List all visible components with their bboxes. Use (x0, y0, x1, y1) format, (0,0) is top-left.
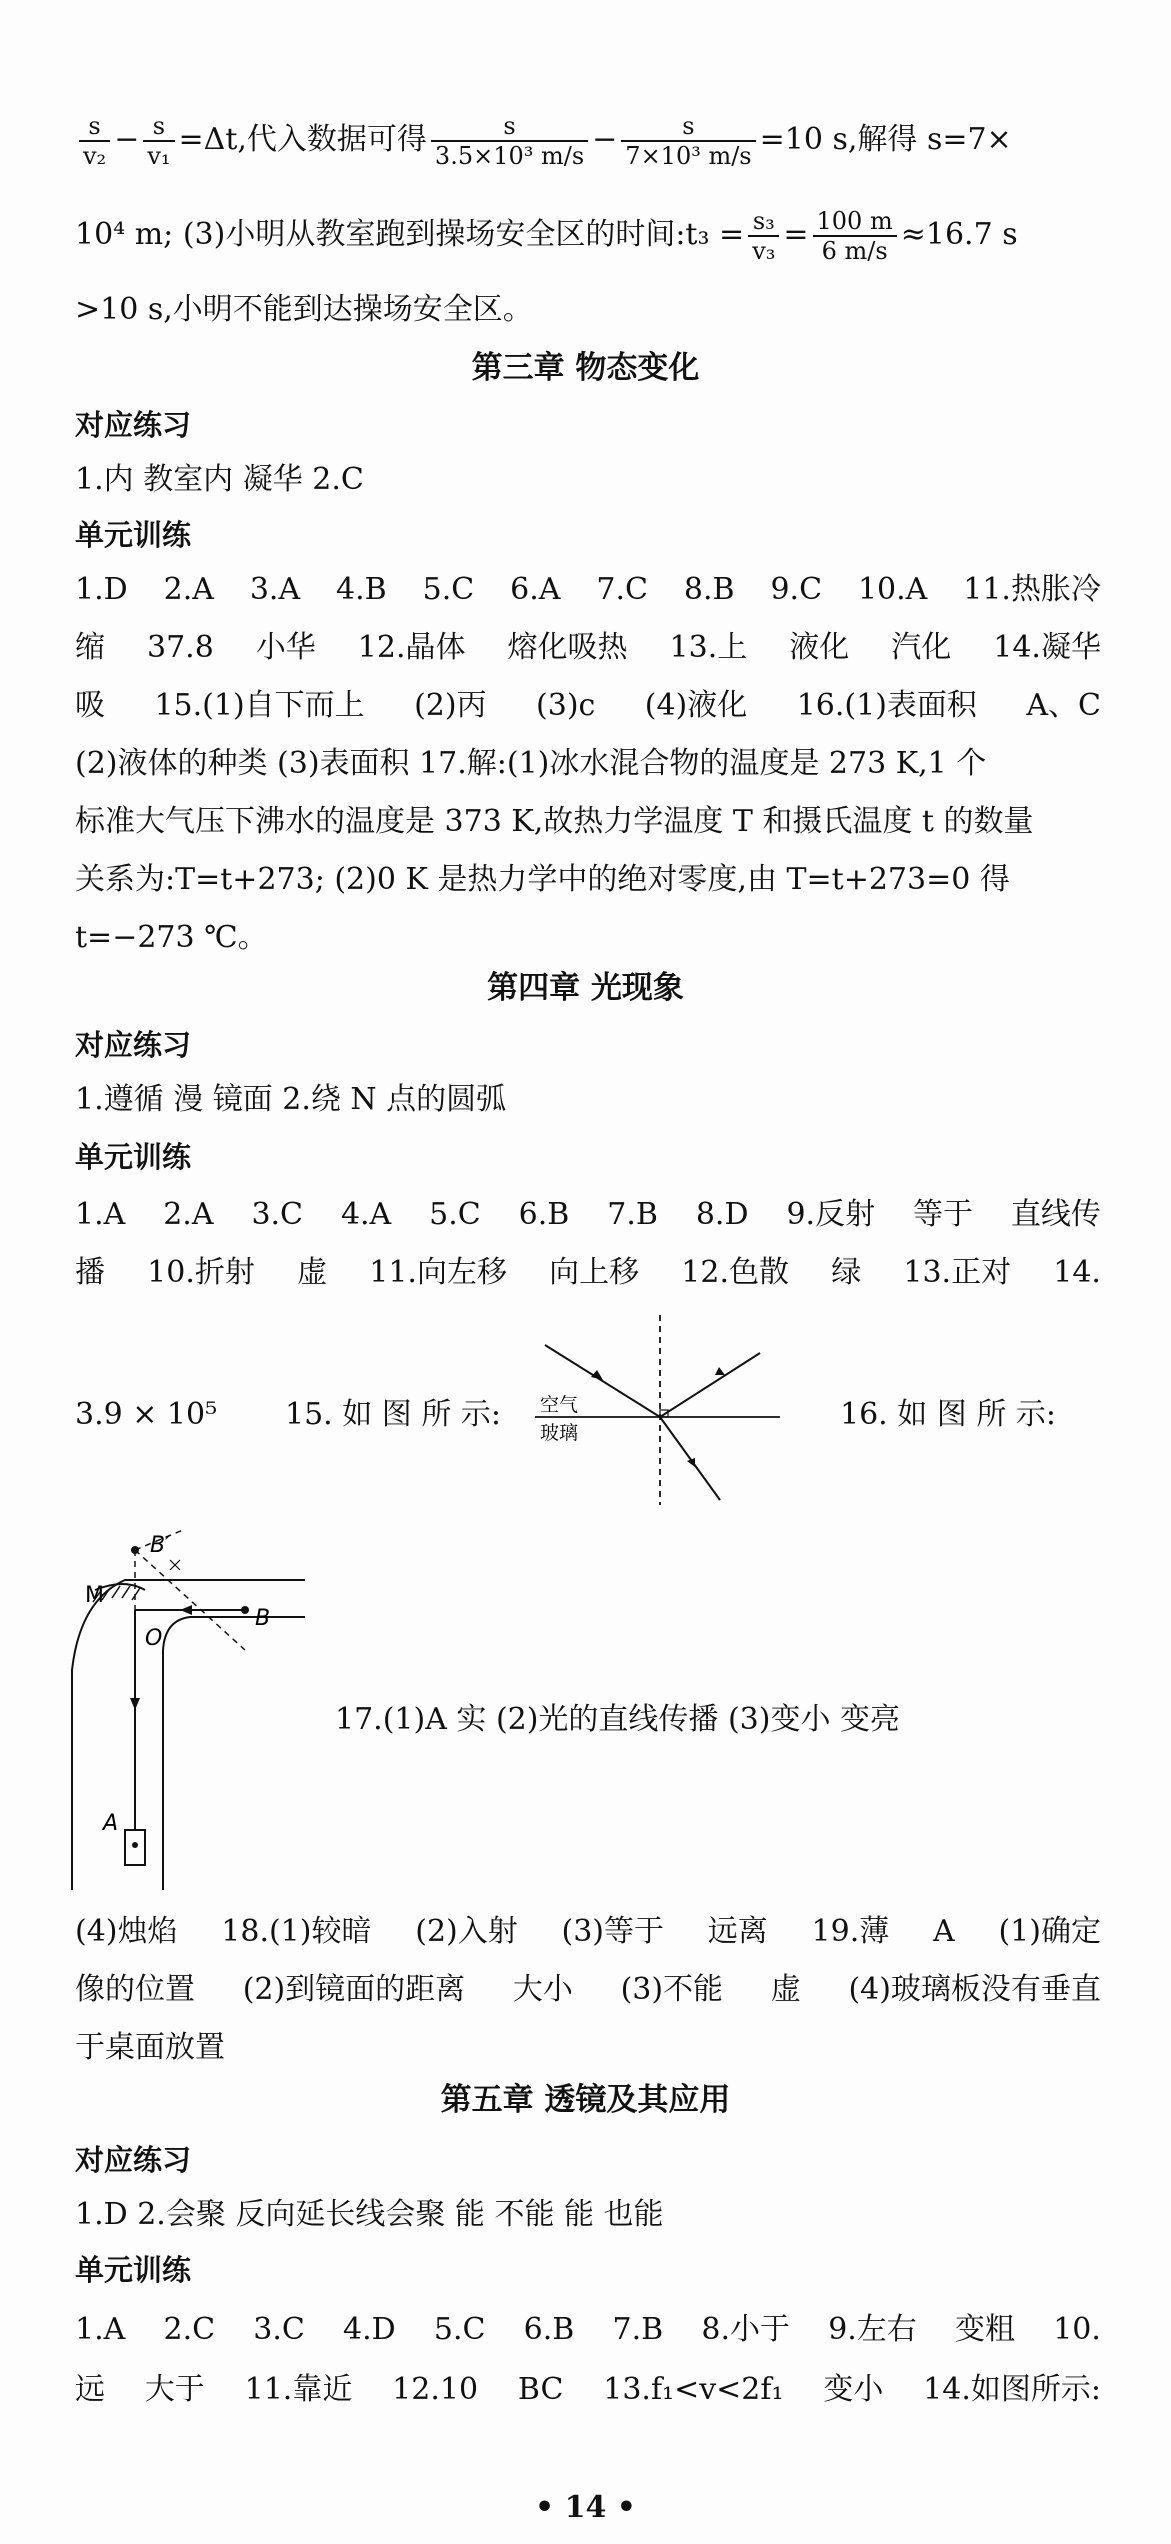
answer-item: 9.C (770, 572, 823, 607)
answer-item: 10. (1053, 2312, 1101, 2347)
glass-label: 玻璃 (540, 1422, 579, 1444)
ch3-practice-answers: 1.内 教室内 凝华 2.C (75, 462, 364, 497)
answer-item: 虚 (770, 1972, 801, 2007)
answer-item: 5.C (433, 2312, 486, 2347)
ch3-unit-line-7: t=−273 ℃。 (75, 920, 268, 955)
answer-item: (3)等于 (561, 1914, 665, 1949)
answer-item: 11.靠近 (244, 2372, 353, 2407)
answer-item: (2)丙 (414, 688, 487, 723)
ch4-unit-line-7: 于桌面放置 (75, 2030, 225, 2065)
answer-item: 等于 (913, 1197, 973, 1232)
answer-item: 3.C (253, 2312, 305, 2347)
ch5-section-unit: 单元训练 (75, 2253, 192, 2287)
answer-item: (3)不能 (620, 1972, 724, 2007)
ch4-q15-label: 15. 如 图 所 示: (285, 1397, 501, 1432)
ch3-unit-line-4: (2)液体的种类 (3)表面积 17.解:(1)冰水混合物的温度是 273 K,1 个 (75, 746, 987, 781)
top-line-1: $\frac{s}{\text{v₂}}$ − $\frac{s}{\text{v₁}}$ =Δt,代入数据可得 $\frac{s}{\text{3.5×10³ m/s}}$ − $\frac{s}{\text{7×10³ m/s}}$ =10 s,解得 s=7× (75, 110, 1101, 170)
refraction-diagram (535, 1315, 785, 1505)
ch3-unit-line-3 (75, 686, 1101, 726)
answer-item: 8.B (683, 572, 735, 607)
answer-item: 7.B (607, 1197, 658, 1232)
answer-item: 4.A (340, 1197, 392, 1232)
answer-item: 5.C (422, 572, 475, 607)
b-prime-label: B′ (150, 1533, 171, 1558)
page-number: • 14 • (535, 2490, 636, 2525)
answer-item: 10.A (857, 572, 928, 607)
chapter4-title: 第四章 光现象 (487, 970, 684, 1006)
answer-item: 6.A (510, 572, 561, 607)
answer-item: 15.(1)自下而上 (154, 688, 365, 723)
answer-item: 11.热胀冷 (963, 572, 1101, 607)
chapter3-title: 第三章 物态变化 (471, 350, 700, 386)
answer-item: 13.f₁<v<2f₁ (603, 2372, 784, 2407)
answer-item: 1.A (75, 1197, 126, 1232)
answer-item: 9.左右 (828, 2312, 917, 2347)
answer-item: 16.(1)表面积 (796, 688, 977, 723)
answer-item: (2)入射 (415, 1914, 518, 1949)
answer-item: 14. (1053, 1255, 1101, 1290)
answer-item: 小华 (255, 630, 316, 665)
answer-item: 直线传 (1010, 1197, 1101, 1232)
answer-item: 1.D (75, 572, 128, 607)
answer-item: 2.C (163, 2312, 216, 2347)
answer-item: 14.凝华 (993, 630, 1101, 665)
ch5-section-practice: 对应练习 (75, 2143, 192, 2177)
ch3-section-practice: 对应练习 (75, 408, 192, 442)
answer-item: 熔化吸热 (507, 630, 628, 665)
answer-item: 6.B (518, 1197, 570, 1232)
ch4-q16-label: 16. 如 图 所 示: (840, 1397, 1056, 1432)
answer-item: (4)烛焰 (75, 1914, 178, 1949)
answer-item: 3.A (249, 572, 301, 607)
answer-item: 7.B (612, 2312, 664, 2347)
fraction: $\frac{100 m}{6 m/s}$ (813, 207, 897, 265)
mirror-m-label: M (85, 1583, 104, 1608)
fraction: $\frac{s}{\text{v₂}}$ (79, 112, 110, 170)
answer-item: 虚 (297, 1255, 328, 1290)
answer-item: 向上移 (549, 1255, 640, 1290)
ch4-unit-line-6 (75, 1970, 1101, 2010)
answer-item: A、C (1026, 688, 1101, 723)
answer-item: 绿 (831, 1255, 862, 1290)
ch4-unit-line-2 (75, 1253, 1101, 1293)
answer-item: 18.(1)较暗 (221, 1914, 372, 1949)
answer-item: 12.色散 (681, 1255, 790, 1290)
answer-item: 大于 (144, 2372, 205, 2407)
point-o-label: O (145, 1626, 163, 1651)
chapter5-title: 第五章 透镜及其应用 (440, 2082, 731, 2118)
ch4-section-practice: 对应练习 (75, 1028, 192, 1062)
answer-item: 1.A (75, 2312, 126, 2347)
answer-item: 12.晶体 (357, 630, 466, 665)
answer-item: 8.D (695, 1197, 749, 1232)
answer-item: 5.C (429, 1197, 481, 1232)
answer-item: 变小 (823, 2372, 884, 2407)
ch4-section-unit: 单元训练 (75, 1140, 192, 1174)
answer-item: 13.上 (669, 630, 748, 665)
ch3-unit-line-5: 标准大气压下沸水的温度是 373 K,故热力学温度 T 和摄氏温度 t 的数量 (75, 804, 1034, 839)
ch5-practice-answers: 1.D 2.会聚 反向延长线会聚 能 不能 能 也能 (75, 2197, 664, 2232)
answer-item: 大小 (512, 1972, 573, 2007)
top-line-2: 10⁴ m; (3)小明从教室跑到操场安全区的时间:t₃ = $\frac{\text{s₃}}{\text{v₃}}$ = $\frac{100 m}{6 m/s}$ ≈16.7 s (75, 207, 1018, 265)
answer-item: 像的位置 (75, 1972, 195, 2007)
answer-item: 缩 (75, 630, 105, 665)
answer-item: 11.向左移 (369, 1255, 507, 1290)
answer-item: 远离 (707, 1914, 768, 1949)
answer-item: A (933, 1914, 955, 1949)
mirror-diagram (60, 1530, 310, 1895)
top-line-3: >10 s,小明不能到达操场安全区。 (75, 292, 533, 327)
ch4-unit-line-5 (75, 1912, 1101, 1952)
ch5-unit-line-2 (75, 2370, 1101, 2410)
answer-item: 12.10 (392, 2372, 479, 2407)
answer-item: 2.A (163, 1197, 214, 1232)
answer-item: 液化 (789, 630, 850, 665)
answer-item: 远 (75, 2372, 105, 2407)
fraction: $\frac{s}{\text{3.5×10³ m/s}}$ (431, 112, 588, 170)
answer-item: 13.正对 (903, 1255, 1012, 1290)
answer-item: 变粗 (955, 2312, 1015, 2347)
point-b-label: B (255, 1606, 271, 1631)
fraction: $\frac{s}{\text{v₁}}$ (143, 112, 174, 170)
answer-item: (4)液化 (644, 688, 748, 723)
answer-item: 7.C (596, 572, 648, 607)
answer-item: 8.小于 (701, 2312, 790, 2347)
ch3-unit-line-1 (75, 570, 1101, 610)
point-a-label: A (103, 1811, 119, 1836)
ch3-section-unit: 单元训练 (75, 518, 192, 552)
answer-item: 2.A (163, 572, 214, 607)
ch4-unit-line-1 (75, 1195, 1101, 1235)
answer-item: (2)到镜面的距离 (242, 1972, 466, 2007)
answer-item: (1)确定 (998, 1914, 1101, 1949)
ch3-unit-line-6: 关系为:T=t+273; (2)0 K 是热力学中的绝对零度,由 T=t+273=0 得 (75, 862, 1010, 897)
answer-item: BC (517, 2372, 564, 2407)
answer-item: 播 (75, 1255, 105, 1290)
fraction: $\frac{\text{s₃}}{\text{v₃}}$ (748, 207, 779, 265)
answer-item: 14.如图所示: (923, 2372, 1101, 2407)
ch4-unit-line-3-left: 3.9 × 10⁵ (75, 1397, 218, 1432)
answer-item: (3)c (536, 688, 596, 723)
ch4-q17: 17.(1)A 实 (2)光的直线传播 (3)变小 变亮 (335, 1702, 901, 1737)
answer-item: 4.D (343, 2312, 396, 2347)
answer-item: 汽化 (891, 630, 952, 665)
ch3-unit-line-2 (75, 628, 1101, 668)
ch4-practice-answers: 1.遵循 漫 镜面 2.绕 N 点的圆弧 (75, 1082, 507, 1117)
answer-item: 37.8 (147, 630, 214, 665)
answer-item: (4)玻璃板没有垂直 (848, 1972, 1101, 2007)
answer-item: 6.B (523, 2312, 575, 2347)
answer-item: 10.折射 (147, 1255, 255, 1290)
answer-item: 吸 (75, 688, 105, 723)
ch5-unit-line-1 (75, 2310, 1101, 2350)
air-label: 空气 (540, 1394, 579, 1416)
answer-item: 4.B (336, 572, 387, 607)
answer-item: 19.薄 (811, 1914, 890, 1949)
answer-item: 9.反射 (786, 1197, 876, 1232)
answer-item: 3.C (251, 1197, 304, 1232)
fraction: $\frac{s}{\text{7×10³ m/s}}$ (621, 112, 755, 170)
